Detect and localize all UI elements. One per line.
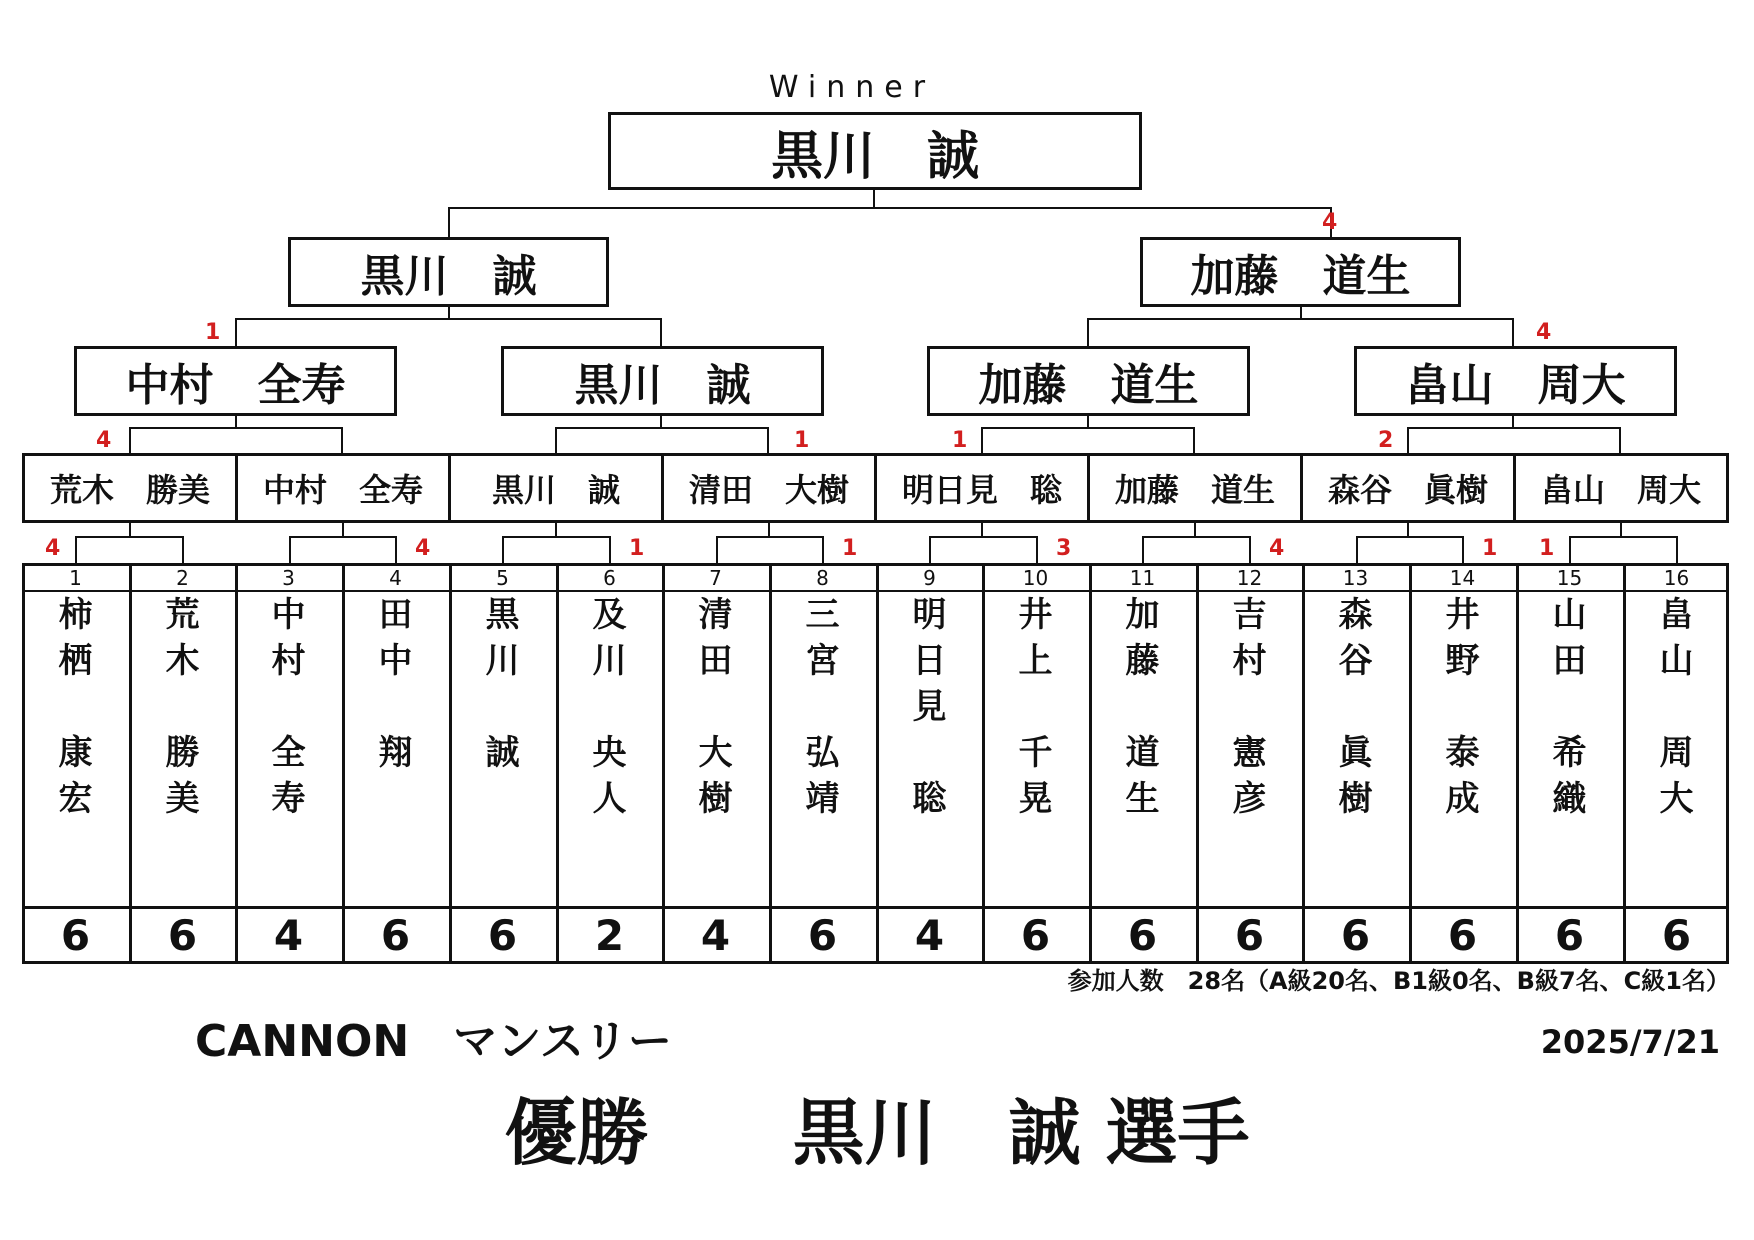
first-round-score: 1	[1482, 536, 1498, 561]
connector	[235, 318, 237, 346]
r16-box-3: 黒川 誠	[448, 453, 664, 523]
player-name: 田 中 翔	[378, 595, 413, 773]
r16-box-6: 加藤 道生	[1087, 453, 1303, 523]
quarterfinal-box-2: 黒川 誠	[501, 346, 824, 416]
player-result: 6	[167, 911, 198, 960]
connector	[822, 536, 824, 563]
semifinal-box-2: 加藤 道生	[1140, 237, 1461, 307]
connector	[929, 536, 1036, 538]
connector	[75, 536, 182, 538]
connector	[929, 536, 931, 563]
r16-box-2: 中村 全寿	[235, 453, 451, 523]
player-seed-number: 6	[603, 566, 616, 590]
connector	[609, 536, 611, 563]
connector	[1249, 536, 1251, 563]
quarterfinal-box-3: 加藤 道生	[927, 346, 1250, 416]
connector	[555, 427, 557, 453]
participant-count: 参加人数 28名（A級20名、B1級0名、B級7名、C級1名）	[1067, 967, 1730, 995]
connector	[716, 536, 718, 563]
player-seed-number: 3	[282, 566, 295, 590]
connector	[1569, 536, 1676, 538]
connector	[555, 523, 557, 537]
event-name: CANNON マンスリー	[195, 1016, 672, 1067]
connector	[555, 427, 769, 429]
player-result: 2	[594, 911, 625, 960]
player-result: 6	[1554, 911, 1585, 960]
connector	[981, 427, 1195, 429]
connector	[341, 427, 343, 453]
connector	[235, 318, 662, 320]
player-seed-number: 11	[1129, 566, 1156, 590]
r16-score: 4	[96, 428, 112, 453]
champion-line: 優勝 黒川 誠 選手	[504, 1091, 1250, 1175]
connector	[767, 427, 769, 453]
player-seed-number: 9	[923, 566, 936, 590]
connector	[395, 536, 397, 563]
connector	[1407, 427, 1621, 429]
player-result: 4	[914, 911, 945, 960]
player-result: 4	[700, 911, 731, 960]
connector	[289, 536, 396, 538]
r16-box-5: 明日見 聡	[874, 453, 1090, 523]
player-name: 森 谷 眞 樹	[1338, 595, 1373, 819]
player-name: 山 田 希 織	[1552, 595, 1587, 819]
player-name: 吉 村 憲 彦	[1232, 595, 1267, 819]
player-seed-number: 10	[1022, 566, 1049, 590]
first-round-score: 1	[1539, 536, 1555, 561]
player-seed-number: 1	[69, 566, 82, 590]
connector	[1462, 536, 1464, 563]
player-result: 6	[1340, 911, 1371, 960]
connector	[1512, 318, 1514, 346]
connector	[129, 427, 343, 429]
connector	[1193, 427, 1195, 453]
player-name: 黒 川 誠	[485, 595, 520, 773]
player-seed-number: 4	[389, 566, 402, 590]
r16-box-7: 森谷 眞樹	[1300, 453, 1516, 523]
connector	[1194, 523, 1196, 537]
quarterfinal-box-1: 中村 全寿	[74, 346, 397, 416]
player-seed-number: 2	[176, 566, 189, 590]
player-name: 中 村 全 寿	[271, 595, 306, 819]
r16-score: 1	[794, 428, 810, 453]
connector	[1087, 318, 1089, 346]
connector	[1569, 536, 1571, 563]
r16-box-8: 畠山 周大	[1513, 453, 1729, 523]
player-result: 6	[807, 911, 838, 960]
player-result: 6	[487, 911, 518, 960]
connector	[1407, 427, 1409, 453]
player-result: 4	[273, 911, 304, 960]
player-result: 6	[1234, 911, 1265, 960]
connector	[660, 318, 662, 346]
player-name: 及 川 央 人	[592, 595, 627, 819]
player-result: 6	[60, 911, 91, 960]
quarterfinal-score: 4	[1536, 320, 1552, 345]
player-name: 井 上 千 晃	[1018, 595, 1053, 819]
player-name: 三 宮 弘 靖	[805, 595, 840, 819]
winner-label: Winner	[768, 70, 936, 105]
connector	[981, 523, 983, 537]
quarterfinal-score: 1	[205, 320, 221, 345]
semifinal-score: 4	[1322, 210, 1338, 235]
player-name: 柿 栖 康 宏	[58, 595, 93, 819]
player-name: 清 田 大 樹	[698, 595, 733, 819]
connector	[1620, 523, 1622, 537]
connector	[502, 536, 609, 538]
connector	[716, 536, 823, 538]
player-seed-number: 8	[816, 566, 829, 590]
player-seed-number: 13	[1342, 566, 1369, 590]
player-seed-number: 16	[1663, 566, 1690, 590]
connector	[1142, 536, 1144, 563]
player-name: 明 日 見 聡	[912, 595, 947, 819]
player-result: 6	[380, 911, 411, 960]
connector	[342, 523, 344, 537]
connector	[1619, 427, 1621, 453]
final-winner-box: 黒川 誠	[608, 112, 1142, 190]
player-seed-number: 15	[1556, 566, 1583, 590]
connector	[129, 523, 131, 537]
connector	[981, 427, 983, 453]
connector	[1356, 536, 1463, 538]
player-name: 荒 木 勝 美	[165, 595, 200, 819]
connector	[873, 190, 875, 208]
connector	[1142, 536, 1249, 538]
connector	[1087, 318, 1514, 320]
connector	[768, 523, 770, 537]
connector	[129, 427, 131, 453]
player-result: 6	[1447, 911, 1478, 960]
connector	[1036, 536, 1038, 563]
connector	[448, 207, 1332, 209]
r16-score: 1	[952, 428, 968, 453]
player-seed-number: 5	[496, 566, 509, 590]
player-seed-number: 12	[1236, 566, 1263, 590]
connector	[1356, 536, 1358, 563]
connector	[1407, 523, 1409, 537]
first-round-score: 4	[415, 536, 431, 561]
r16-score: 2	[1378, 428, 1394, 453]
player-seed-number: 14	[1449, 566, 1476, 590]
first-round-score: 4	[1269, 536, 1285, 561]
connector	[502, 536, 504, 563]
first-round-score: 1	[842, 536, 858, 561]
player-name: 井 野 泰 成	[1445, 595, 1480, 819]
semifinal-box-1: 黒川 誠	[288, 237, 609, 307]
first-round-score: 1	[629, 536, 645, 561]
connector	[1676, 536, 1678, 563]
first-round-score: 4	[45, 536, 61, 561]
connector	[75, 536, 77, 563]
r16-box-4: 清田 大樹	[661, 453, 877, 523]
player-name: 畠 山 周 大	[1659, 595, 1694, 819]
connector	[182, 536, 184, 563]
first-round-score: 3	[1056, 536, 1072, 561]
quarterfinal-box-4: 畠山 周大	[1354, 346, 1677, 416]
player-result: 6	[1127, 911, 1158, 960]
r16-box-1: 荒木 勝美	[22, 453, 238, 523]
player-name: 加 藤 道 生	[1125, 595, 1160, 819]
player-seed-number: 7	[709, 566, 722, 590]
event-date: 2025/7/21	[1540, 1023, 1720, 1061]
player-result: 6	[1020, 911, 1051, 960]
connector	[289, 536, 291, 563]
player-result: 6	[1661, 911, 1692, 960]
connector	[448, 207, 450, 237]
